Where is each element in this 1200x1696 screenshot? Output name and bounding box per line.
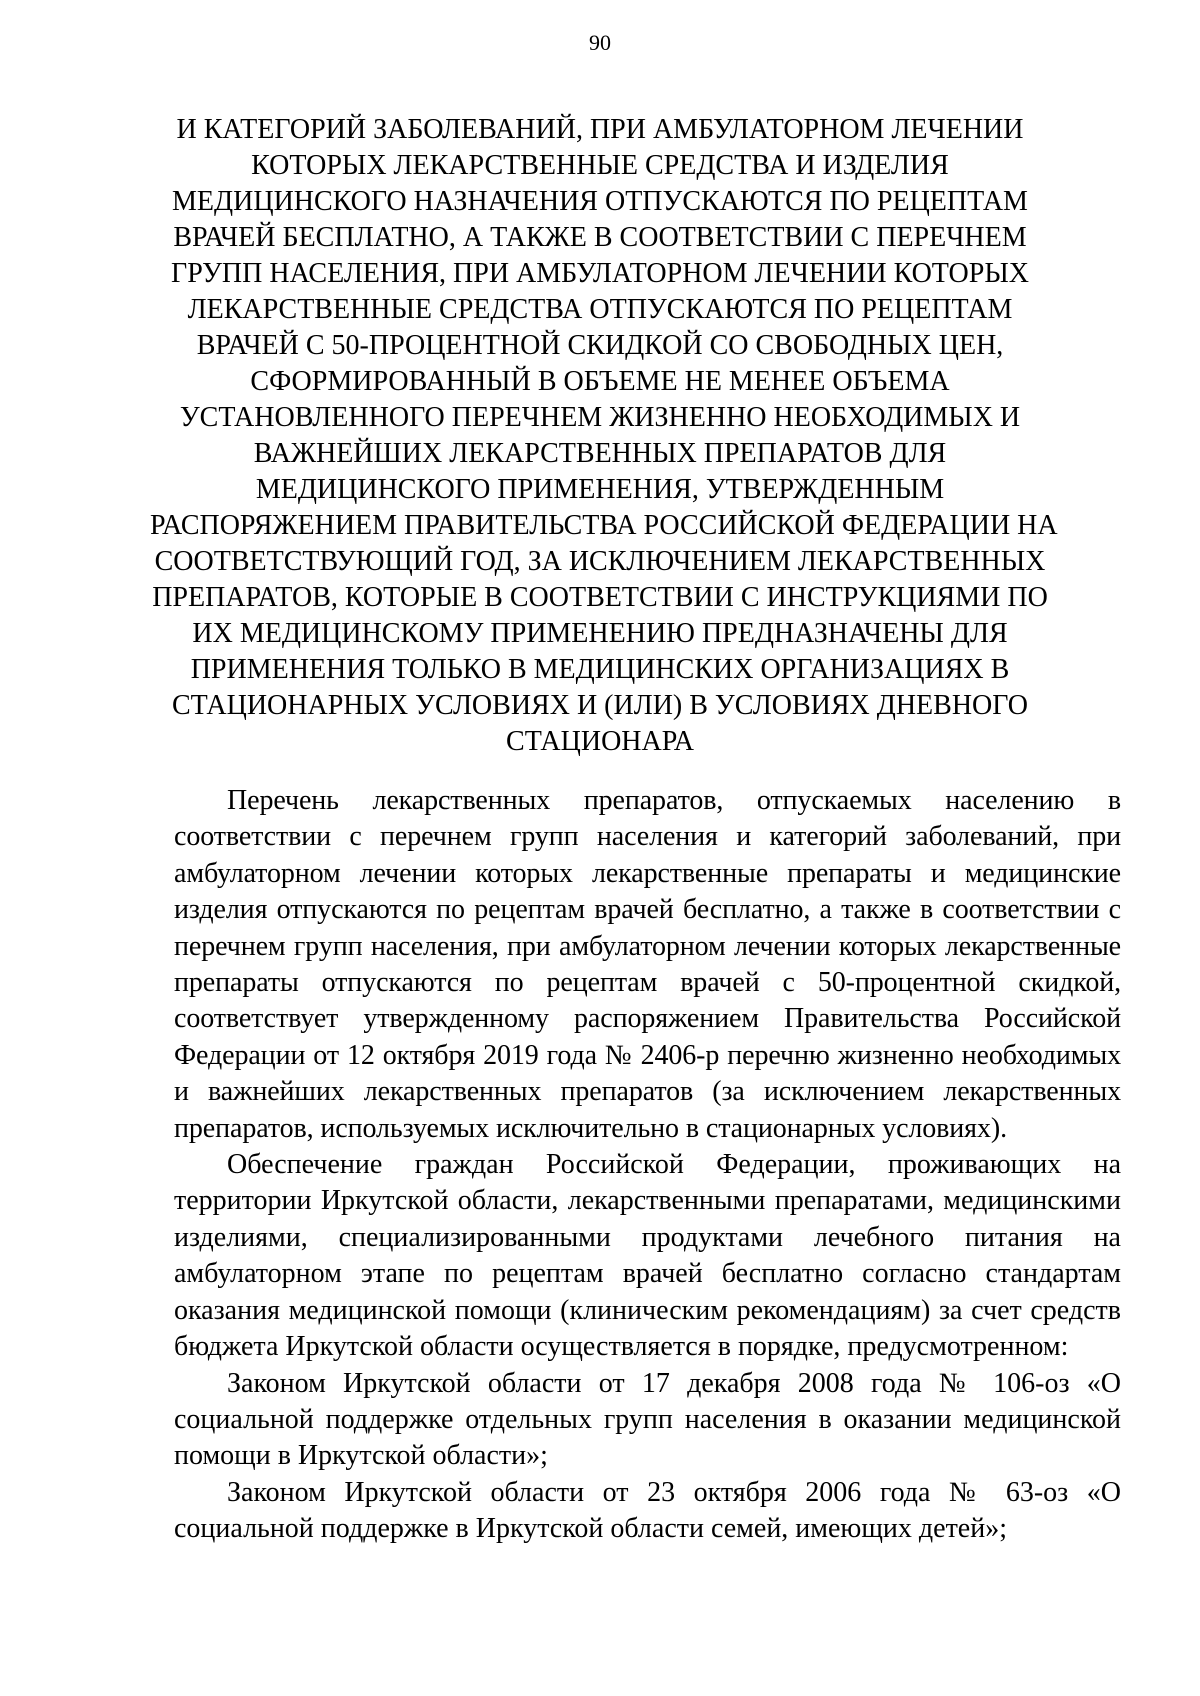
page-number: 90: [589, 30, 611, 55]
heading-line: ЛЕКАРСТВЕННЫЕ СРЕДСТВА ОТПУСКАЮТСЯ ПО РЕЦЕПТАМ: [187, 294, 1013, 325]
heading-line: СООТВЕТСТВУЮЩИЙ ГОД, ЗА ИСКЛЮЧЕНИЕМ ЛЕКАРСТВЕННЫХ: [154, 546, 1046, 577]
heading-line: УСТАНОВЛЕННОГО ПЕРЕЧНЕМ ЖИЗНЕННО НЕОБХОДИМЫХ И: [179, 402, 1021, 433]
heading-line: МЕДИЦИНСКОГО НАЗНАЧЕНИЯ ОТПУСКАЮТСЯ ПО РЕЦЕПТАМ: [172, 186, 1028, 217]
heading-line: ИХ МЕДИЦИНСКОМУ ПРИМЕНЕНИЮ ПРЕДНАЗНАЧЕНЫ ДЛЯ: [192, 618, 1008, 649]
heading-line: СТАЦИОНАРА: [506, 726, 694, 757]
heading-line: ВРАЧЕЙ С 50-ПРОЦЕНТНОЙ СКИДКОЙ СО СВОБОДНЫХ ЦЕН,: [196, 330, 1004, 361]
heading-line: РАСПОРЯЖЕНИЕМ ПРАВИТЕЛЬСТВА РОССИЙСКОЙ ФЕДЕРАЦИИ НА: [150, 510, 1058, 541]
heading-line: ГРУПП НАСЕЛЕНИЯ, ПРИ АМБУЛАТОРНОМ ЛЕЧЕНИИ КОТОРЫХ: [171, 258, 1029, 289]
heading-line: ВРАЧЕЙ БЕСПЛАТНО, А ТАКЖЕ В СООТВЕТСТВИИ С ПЕРЕЧНЕМ: [173, 222, 1027, 253]
paragraph-drug-list: Перечень лекарственных препаратов, отпускаемых населению в соответствии с перечнем групп населения и категорий заболеваний, при амбулаторном лечении которых лекарственные препараты и медицинские изделия отпускаются по рецептам врачей бесплатно, а также в соответствии с перечнем групп населения, при амбулаторном лечении которых лекарственные препараты отпускаются по рецептам врачей с 50-процентной скидкой, соответствует утвержденному распоряжением Правительства Российской Федерации от 12 октября 2019 года № 2406-р перечню жизненно необходимых и важнейших лекарственных препаратов (за исключением лекарственных препаратов, используемых исключительно в стационарных условиях).: [174, 785, 1121, 1144]
heading-line: ПРИМЕНЕНИЯ ТОЛЬКО В МЕДИЦИНСКИХ ОРГАНИЗАЦИЯХ В: [190, 654, 1010, 685]
paragraph-law-63-oz: Законом Иркутской области от 23 октября 2006 года № 63-оз «О социальной поддержке в Иркутской области семей, имеющих детей»;: [174, 1476, 1121, 1545]
heading-line: КОТОРЫХ ЛЕКАРСТВЕННЫЕ СРЕДСТВА И ИЗДЕЛИЯ: [251, 150, 949, 181]
paragraph-law-106-oz: Законом Иркутской области от 17 декабря 2008 года № 106-оз «О социальной поддержке отдельных групп населения в оказании медицинской помощи в Иркутской области»;: [174, 1367, 1121, 1472]
heading-line: МЕДИЦИНСКОГО ПРИМЕНЕНИЯ, УТВЕРЖДЕННЫМ: [255, 474, 945, 505]
heading-line: СФОРМИРОВАННЫЙ В ОБЪЕМЕ НЕ МЕНЕЕ ОБЪЕМА: [250, 366, 950, 397]
paragraph-provision: Обеспечение граждан Российской Федерации, проживающих на территории Иркутской области, лекарственными препаратами, медицинскими изделиями, специализированными продуктами лечебного питания на амбулаторном этапе по рецептам врачей бесплатно согласно стандартам оказания медицинской помощи (клиническим рекомендациям) за счет средств бюджета Иркутской области осуществляется в порядке, предусмотренном:: [174, 1149, 1121, 1363]
section-heading: [150, 112, 1058, 760]
heading-line: СТАЦИОНАРНЫХ УСЛОВИЯХ И (ИЛИ) В УСЛОВИЯХ ДНЕВНОГО: [172, 690, 1028, 721]
heading-line: И КАТЕГОРИЙ ЗАБОЛЕВАНИЙ, ПРИ АМБУЛАТОРНОМ ЛЕЧЕНИИ: [176, 114, 1024, 145]
heading-line: ВАЖНЕЙШИХ ЛЕКАРСТВЕННЫХ ПРЕПАРАТОВ ДЛЯ: [253, 438, 947, 469]
body-text: [174, 783, 1121, 1548]
heading-line: ПРЕПАРАТОВ, КОТОРЫЕ В СООТВЕТСТВИИ С ИНСТРУКЦИЯМИ ПО: [152, 582, 1048, 613]
